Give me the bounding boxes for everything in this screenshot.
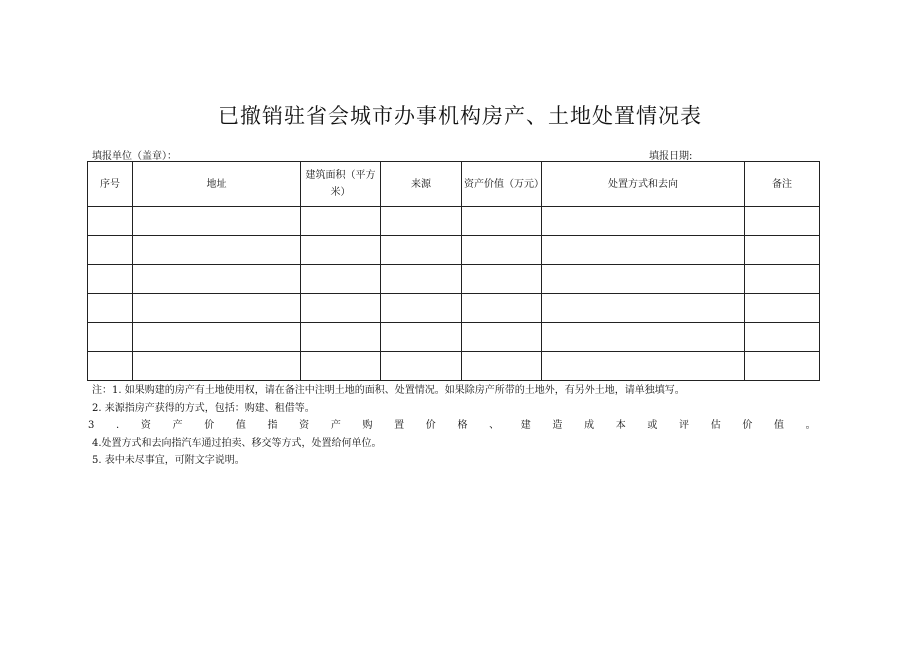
table-cell [745, 323, 820, 352]
note-3-char: 价 [425, 420, 436, 431]
note-3-char: 估 [710, 420, 721, 431]
table-cell [88, 236, 133, 265]
table-cell [88, 207, 133, 236]
table-cell [745, 352, 820, 381]
table-cell [542, 294, 745, 323]
note-3-char: 成 [584, 420, 595, 431]
note-1: 注：1. 如果购建的房产有土地使用权，请在备注中注明土地的面积、处置情况。如果除房产所带的土地外，有另外土地，请单独填写。 [92, 385, 685, 396]
table-row [88, 236, 820, 265]
note-3-char: 值 [235, 420, 246, 431]
note-3-char: . [116, 420, 120, 431]
note-5: 5. 表中未尽事宜，可附文字说明。 [92, 455, 245, 466]
note-3-char: 价 [204, 420, 215, 431]
note-3-char: 产 [172, 420, 183, 431]
table-cell [462, 207, 542, 236]
note-3-char: 格 [457, 420, 468, 431]
table-cell [381, 236, 462, 265]
table-cell [381, 352, 462, 381]
fill-date-label: 填报日期: [649, 151, 693, 162]
table-cell [542, 236, 745, 265]
note-3-char: 值 [774, 420, 784, 431]
note-3-char: 资 [140, 420, 151, 431]
table-cell [542, 352, 745, 381]
note-3-char: 价 [742, 420, 753, 431]
table-cell [133, 207, 301, 236]
table-cell [301, 294, 381, 323]
table-cell [301, 323, 381, 352]
note-3-char: 本 [615, 420, 626, 431]
table-cell [381, 265, 462, 294]
table-cell [133, 236, 301, 265]
table-cell [462, 323, 542, 352]
table-cell [745, 207, 820, 236]
table-cell [745, 236, 820, 265]
table-row [88, 207, 820, 236]
col-header-value: 资产价值（万元） [462, 162, 542, 207]
table-cell [88, 352, 133, 381]
note-3-char: 、 [489, 420, 500, 431]
note-3-char: 购 [362, 420, 373, 431]
table-row [88, 323, 820, 352]
note-3-char: 造 [552, 420, 563, 431]
table-cell [301, 236, 381, 265]
col-header-address: 地址 [133, 162, 301, 207]
note-3-char: 产 [330, 420, 341, 431]
table-row [88, 294, 820, 323]
note-3-char: 指 [267, 420, 278, 431]
note-3 [88, 417, 816, 435]
table-cell [133, 265, 301, 294]
note-3-char: 或 [647, 420, 658, 431]
col-header-area: 建筑面积（平方米） [301, 162, 381, 207]
table-cell [542, 323, 745, 352]
table-cell [88, 294, 133, 323]
table-cell [301, 265, 381, 294]
note-2: 2. 来源指房产获得的方式，包括：购建、租借等。 [92, 402, 315, 414]
table-cell [381, 294, 462, 323]
disposal-table [87, 161, 820, 381]
table-cell [745, 265, 820, 294]
table-row [88, 352, 820, 381]
note-4: 4.处置方式和去向指汽车通过拍卖、移交等方式，处置给何单位。 [92, 437, 382, 449]
table-cell [542, 207, 745, 236]
table-cell [88, 265, 133, 294]
note-3-char: 置 [394, 420, 405, 431]
table-cell [133, 352, 301, 381]
table-cell [381, 207, 462, 236]
table-cell [88, 323, 133, 352]
col-header-index: 序号 [88, 162, 133, 207]
table-row [88, 265, 820, 294]
table-cell [745, 294, 820, 323]
page-title: 已撤销驻省会城市办事机构房产、土地处置情况表 [218, 104, 702, 128]
table-cell [462, 352, 542, 381]
table-cell [462, 236, 542, 265]
col-header-remarks: 备注 [745, 162, 820, 207]
table-cell [133, 294, 301, 323]
fill-unit-label: 填报单位（盖章）： [92, 151, 177, 162]
table-header-row [88, 162, 820, 207]
table-cell [462, 265, 542, 294]
note-3-char: 建 [520, 420, 531, 431]
table-cell [301, 207, 381, 236]
col-header-source: 来源 [381, 162, 462, 207]
note-3-char: 评 [679, 420, 690, 431]
table-cell [301, 352, 381, 381]
note-3-char: 。 [805, 420, 816, 431]
table-cell [462, 294, 542, 323]
note-3-char: 3 [88, 420, 95, 431]
table-cell [381, 323, 462, 352]
table-cell [133, 323, 301, 352]
table-cell [542, 265, 745, 294]
col-header-disposal: 处置方式和去向 [542, 162, 745, 207]
note-3-char: 资 [299, 420, 310, 431]
notes-section [88, 382, 822, 470]
